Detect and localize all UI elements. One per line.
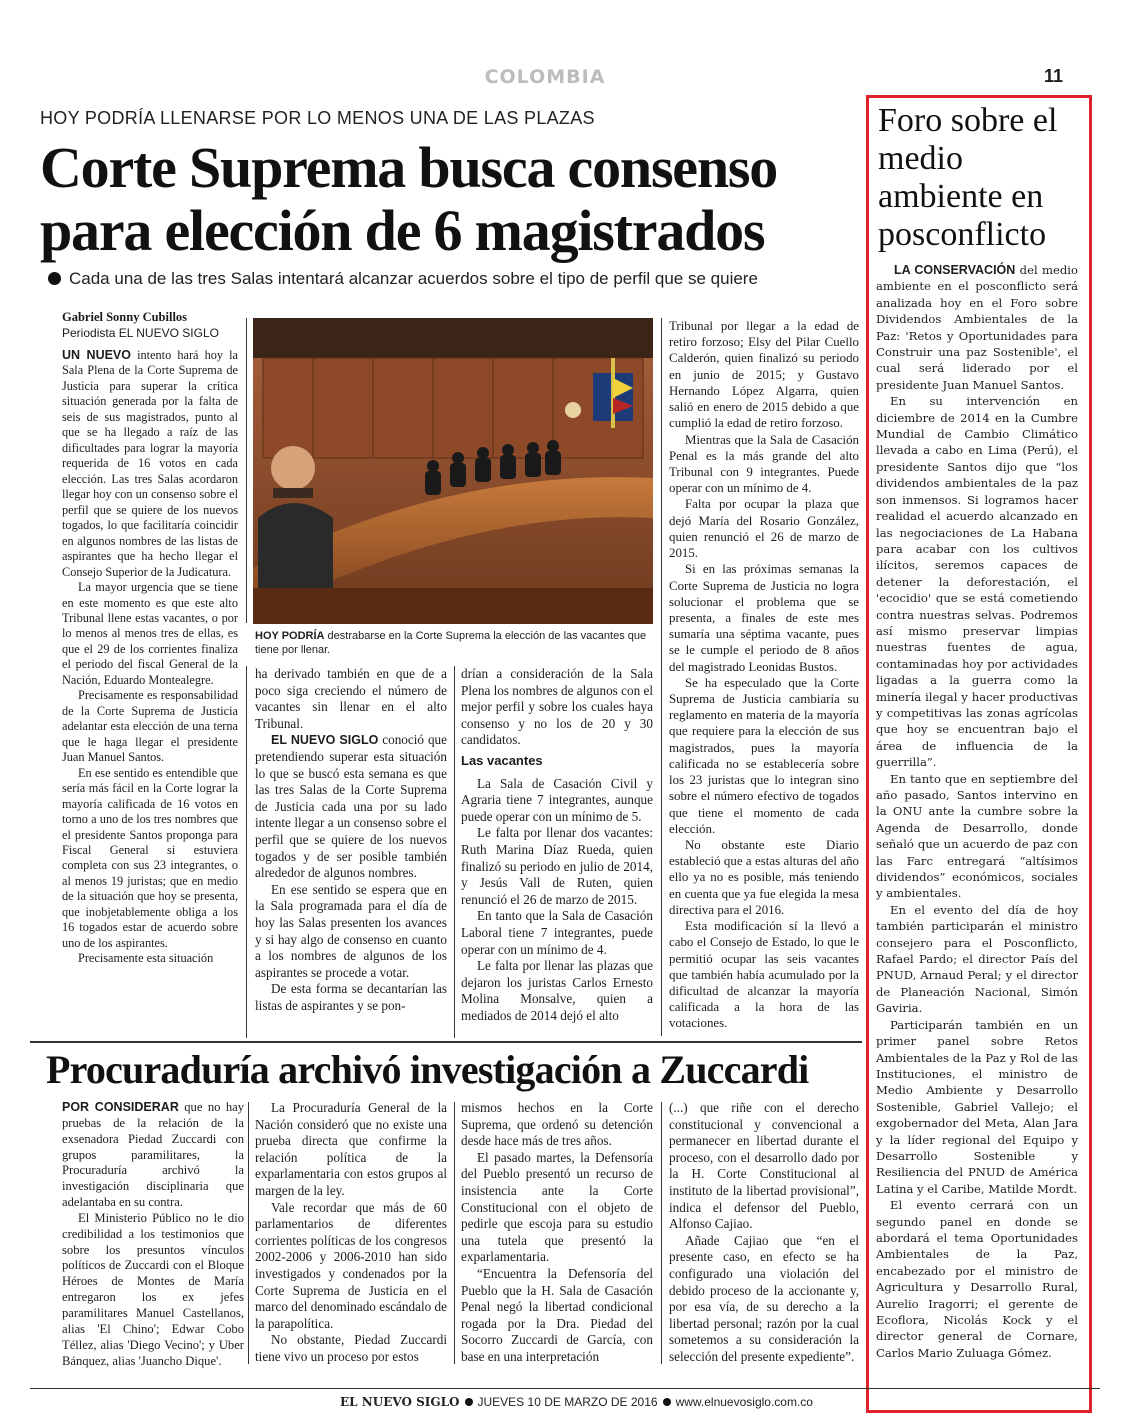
paragraph-text: En tanto que en septiembre del año pasado, Santos intervino en la ONU ante la cumbre sobre la Agenda de Desarrollo, donde señaló que un acuerdo de paz con las Farc entregará “altísimos dividendos” económicos, sociales y ambientales.	[876, 771, 1078, 901]
bullet-icon	[465, 1398, 473, 1406]
lead-in: UN NUEVO	[62, 348, 131, 362]
footer-date: JUEVES 10 DE MARZO DE 2016	[477, 1395, 658, 1409]
paragraph	[255, 1100, 447, 1200]
column-divider	[661, 1102, 662, 1364]
paragraph	[255, 1332, 447, 1365]
lead-in: LA CONSERVACIÓN	[894, 263, 1016, 277]
paragraph-text: intento hará hoy la Sala Plena de la Corte Suprema de Justicia para superar la crítica situación generada por la falta de seis de sus magistrados, punto al que se ha llegado a raíz de las dificultades para lograr la mayoría requerida de 16 votos en cada elección. Las tres Salas acordaron llegar hoy con un consenso sobre el perfil que se quiere de los nuevos togados, lo que facilitaría coincidir en algunos nombres de las listas de aspirantes que ha hecho llegar el Consejo Superior de la Judicatura.	[62, 348, 238, 579]
column-divider	[661, 318, 662, 1036]
paragraph	[461, 666, 653, 749]
paragraph-text: No obstante, Piedad Zuccardi tiene vivo un proceso por estos	[255, 1332, 447, 1364]
paragraph	[669, 318, 859, 432]
paragraph	[62, 688, 238, 765]
paragraph	[461, 908, 653, 958]
paragraph-text: drían a consideración de la Sala Plena los nombres de algunos con el mejor perfil y sobre los cuales haya consenso y no los de 20 y 30 candidatos.	[461, 666, 653, 748]
courtroom-illustration	[253, 318, 653, 624]
section-divider	[30, 1041, 862, 1043]
second-column-1	[62, 1100, 244, 1370]
paragraph-text: La Procuraduría General de la Nación consideró que no existe una prueba directa que confirme la relación política de la exparlamentaria con estos grupos al margen de la ley.	[255, 1100, 447, 1198]
subheading: Las vacantes	[461, 752, 543, 768]
paragraph-text: ha derivado también en que de a poco siga creciendo el número de vacantes sin llenar en el alto Tribunal.	[255, 666, 447, 731]
paragraph-text: El evento cerrará con un segundo panel en donde se abordará el tema Oportunidades Ambientales de la Paz, encabezado por el ministro de Agricultura y Desarrollo Rural, Aurelio Iragorri; el gerente de Ecoflora, Nicolás Kock y el director general de Cornare, Carlos Mario Zuluaga Gómez.	[876, 1198, 1078, 1360]
paragraph-text: En ese sentido se espera que en la Sala programada para el día de hoy las Salas presenten los avances y si hay algo de consenso en cuanto a los nombres de algunos de los aspirantes se procede a votar.	[255, 881, 447, 980]
bullet-icon	[663, 1398, 671, 1406]
paragraph	[669, 1233, 859, 1366]
bullet-icon	[48, 272, 61, 285]
paragraph-text: que no hay pruebas de la relación de la exsenadora Piedad Zuccardi con grupos paramilitares, la Procuraduría archivó la investigación disciplinaria que adelantaba en su contra.	[62, 1100, 244, 1210]
paragraph-text: En su intervención en diciembre de 2014 en la Cumbre Mundial de Cambio Climático llevada a cabo en Lima (Perú), el presidente Santos dijo que “los dividendos ambientales de la paz son inmensos. Si logramos hacer realidad el acuerdo alcanzado en las negociaciones de La Habana para acabar con los cultivos ilícitos, seremos capaces de detener la deforestación, el 'ecocidio' que se está cometiendo contra nuestras selvas. Podremos así mismo preservar limpias nuestras fuentes de agua, contaminadas hoy por actividades ligadas a la guerra como la minería ilegal y hacer productivas y competitivas las zonas agrícolas que hoy se encuentran bajo el área de influencia de la guerrilla”.	[876, 394, 1078, 770]
second-column-4	[669, 1100, 859, 1370]
subhead-text: Cada una de las tres Salas intentará alcanzar acuerdos sobre el tipo de perfil que se quiere	[69, 269, 758, 288]
caption-text: destrabarse en la Corte Suprema la elección de las vacantes que tiene por llenar.	[255, 630, 647, 656]
second-headline: Procuraduría archivó investigación a Zuccardi	[46, 1047, 809, 1092]
paragraph	[461, 825, 653, 908]
paragraph	[62, 766, 238, 952]
paragraph-text: En el evento del día de hoy también participarán el ministro consejero para el Posconflicto, Rafael Pardo; el director País del PNUD, Arnaud Peral; y el director de Planeación Nacional, Simón Gaviria.	[876, 902, 1078, 1016]
paragraph	[255, 666, 447, 732]
second-column-2	[255, 1100, 447, 1370]
paragraph-text: De esta forma se decantarían las listas de aspirantes y se pon-	[255, 981, 447, 1013]
paragraph-text: Le falta por llenar las plazas que dejaron los juristas Carlos Ernesto Molina Monsalve, quien a mediados de 2014 dejó el alto	[461, 958, 653, 1023]
paragraph	[62, 951, 238, 966]
paragraph	[669, 561, 859, 675]
column-divider	[246, 666, 247, 1038]
paragraph	[669, 496, 859, 561]
section-label: COLOMBIA	[484, 66, 606, 88]
column-divider	[246, 318, 247, 623]
paragraph-text: Se ha especulado que la Corte Suprema de Justicia cambiaría su reglamento en materia de la mayoría que requiere para la elección de sus magistrados, pues la mayoría calificada no se establecería sobre los 23 juristas que lo integran sino sobre el número efectivo de togados que tiene el momento de cada elección.	[669, 675, 859, 836]
paragraph-text: En tanto que la Sala de Casación Laboral tiene 7 integrantes, puede operar con un mínimo de 4.	[461, 908, 653, 957]
paragraph	[255, 981, 447, 1014]
paragraph-text: La Sala de Casación Civil y Agraria tiene 7 integrantes, aunque puede operar con un mínimo de 5.	[461, 775, 653, 824]
subhead	[48, 269, 868, 289]
paragraph-text: Mientras que la Sala de Casación Penal es la más grande del alto Tribunal con 9 integrantes. Puede operar con un mínimo de 4.	[669, 432, 859, 496]
paragraph	[876, 1017, 1078, 1197]
lead-in: EL NUEVO SIGLO	[271, 733, 379, 748]
paragraph-text: (...) que riñe con el derecho constitucional y convencional a permanecer en libertad durante el proceso, con el desarrollo dado por la H. Corte Constitucional al instituto de la libertad provisional”, indica el defensor del Pueblo, Alfonso Cajiao.	[669, 1100, 859, 1232]
paragraph-text: conoció que pretendiendo superar esta situación lo que se buscó esta semana es que las tres Salas de la Corte Suprema de Justicia cada una por su lado intente llegar a un consenso sobre el perfil que se quiere de los nuevos togados y de ser posible también alrededor de algunos nombres.	[255, 732, 447, 881]
paragraph	[62, 348, 238, 580]
paragraph-text: El Ministerio Público no le dio credibilidad a los testimonios que sobre los presuntos vínculos políticos de Zuccardi con el Bloque Héroes de Montes de María entregaron los ex jefes paramilitares Manuel Castellanos, alias 'El Chino'; Edwar Cobo Téllez, alias 'Diego Vecino'; y Uber Bánquez, alias 'Juancho Dique'.	[62, 1210, 244, 1368]
paragraph	[461, 1266, 653, 1366]
column-divider	[454, 666, 455, 1038]
paragraph	[461, 1150, 653, 1266]
kicker: HOY PODRÍA LLENARSE POR LO MENOS UNA DE LAS PLAZAS	[40, 108, 595, 128]
paragraph	[461, 958, 653, 1024]
paragraph	[461, 776, 653, 826]
footer-rule	[30, 1388, 1100, 1389]
paragraph-text: Falta por ocupar la plaza que dejó María del Rosario González, quien renunció el 26 de marzo de 2015.	[669, 497, 859, 561]
paragraph-text: Esta modificación sí la llevó a cabo el Consejo de Estado, lo que le permitió ocupar las seis vacantes que también había acumulado por la dificultad de alcanzar la mayoría calificada a la hora de las votaciones.	[669, 919, 859, 1031]
paragraph	[669, 675, 859, 837]
paragraph	[876, 771, 1078, 902]
paragraph	[876, 262, 1078, 393]
paragraph-text: mismos hechos en la Corte Suprema, que ordenó su detención desde hace más de tres años.	[461, 1100, 653, 1149]
footer-brand: EL NUEVO SIGLO	[340, 1395, 460, 1409]
paragraph-text: Tribunal por llegar a la edad de retiro forzoso; Elsy del Pilar Cuello Calderón, quien finalizó su periodo en junio de 2015; y Gustavo Hernando López Algarra, quien salió en enero de 2015 debido a que cumplió la edad de retiro forzoso.	[669, 319, 859, 431]
paragraph-text: Le falta por llenar dos vacantes: Ruth Marina Díaz Rueda, quien finalizó su periodo en julio de 2014, y Jesús Vall de Ruten, quien renunció el 26 de marzo de 2015.	[461, 825, 653, 907]
paragraph-text: Precisamente es responsabilidad de la Corte Suprema de Justicia adelantar esta elección de una terna que le haga llegar el presidente Juan Manuel Santos.	[62, 688, 238, 765]
paragraph	[255, 1200, 447, 1333]
paragraph-text: En ese sentido es entendible que sería más fácil en la Corte lograr la mayoría calificada de 16 votos en torno a uno de los tres nombres que el presidente Santos proponga para Fiscal General si estuviera completa con sus 23 integrantes, o al menos 19 juristas; que en medio de la situación que hoy se presenta, que inobjetablemente obliga a los 16 togados estar de acuerdo sobre uno de los aspirantes.	[62, 765, 238, 950]
paragraph-text: Participarán también en un primer panel sobre Retos Ambientales de la Paz y Rol de las Instituciones, el ministro de Medio Ambiente y Desarrollo Sostenible, Gabriel Vallejo; el exgobernador del Meta, Alan Jara y la líder regional del Equipo y Desarrollo Sostenible y Resiliencia del PNUD de América Latina y el Caribe, Matilde Mordt.	[876, 1017, 1078, 1196]
courtroom-photo	[253, 318, 653, 624]
photo-caption	[255, 629, 655, 657]
paragraph-text: del medio ambiente en el posconflicto será analizada hoy en el Foro sobre Dividendos Ambientales de la Paz: 'Retos y Oportunidades para Construir una paz Sostenible', el cual será liderado por el presidente Juan Manuel Santos.	[876, 263, 1078, 392]
paragraph	[669, 918, 859, 1032]
page-number: 11	[1044, 66, 1064, 86]
column-divider	[248, 1102, 249, 1364]
byline-author: Gabriel Sonny Cubillos	[62, 310, 188, 324]
paragraph	[876, 1197, 1078, 1361]
paragraph-text: Si en las próximas semanas la Corte Suprema de Justicia no logra solucionar el problema que se presenta, a finales de este mes sumaría una séptima vacante, pues se le cumple el periodo de 8 años del magistrado Leonidas Bustos.	[669, 562, 859, 674]
paragraph	[62, 580, 238, 688]
paragraph	[669, 837, 859, 918]
paragraph	[876, 902, 1078, 1017]
sidebar-body	[876, 262, 1078, 1402]
main-headline: Corte Suprema busca consenso para elección de 6 magistrados	[40, 135, 778, 263]
sidebar-title: Foro sobre el medio ambiente en posconflicto	[878, 102, 1058, 253]
paragraph	[62, 1100, 244, 1211]
main-column-2	[255, 666, 447, 1038]
caption-lead: HOY PODRÍA	[255, 630, 325, 642]
second-column-3	[461, 1100, 653, 1370]
column-divider	[454, 1102, 455, 1364]
paragraph	[876, 393, 1078, 770]
paragraph-text: La mayor urgencia que se tiene en este momento es que este alto Tribunal llene estas vacantes, o por lo menos al menos tres de ellas, es que el 29 de los corrientes finaliza el periodo del fiscal General de la Nación, Eduardo Montealegre.	[62, 580, 238, 687]
paragraph	[669, 1100, 859, 1233]
paragraph-text: Vale recordar que más de 60 parlamentarios de diferentes corrientes políticas de los congresos 2002-2006 y 2006-2010 han sido investigados y condenados por la Corte Suprema de Justicia en el marco del denominado escándalo de la parapolítica.	[255, 1199, 447, 1331]
paragraph	[669, 432, 859, 497]
lead-in: POR CONSIDERAR	[62, 1100, 179, 1114]
paragraph-text: Precisamente esta situación	[78, 951, 214, 966]
paragraph	[255, 882, 447, 982]
footer	[340, 1395, 820, 1409]
main-column-1	[62, 348, 238, 1038]
main-column-4	[669, 318, 859, 1038]
byline-role: Periodista EL NUEVO SIGLO	[62, 326, 219, 340]
paragraph	[62, 1211, 244, 1369]
main-column-3	[461, 666, 653, 1038]
paragraph-text: El pasado martes, la Defensoría del Pueblo presentó un recurso de insistencia ante la Corte Constitucional con el objeto de pedirle que escoja para su estudio una tutela que presentó la exparlamentaria.	[461, 1149, 653, 1265]
paragraph	[255, 732, 447, 881]
paragraph-text: No obstante este Diario estableció que a estas alturas del año ello ya no es posible, más teniendo en cuenta que ya fue elegida la mesa directiva para el 2016.	[669, 838, 859, 917]
paragraph-text: Añade Cajiao que “en el presente caso, en efecto se ha configurado una violación del debido proceso de la accionante y, por esa vía, de su derecho a la libertad personal; razón por la cual sometemos a su consideración la selección del presente expediente”.	[669, 1232, 859, 1364]
footer-url[interactable]: www.elnuevosiglo.com.co	[675, 1395, 813, 1409]
paragraph	[461, 1100, 653, 1150]
paragraph-text: “Encuentra la Defensoría del Pueblo que la H. Sala de Casación Penal negó la libertad condicional rogada por la Dra. Piedad del Socorro Zuccardi de García, con base en una interpretación	[461, 1265, 653, 1364]
